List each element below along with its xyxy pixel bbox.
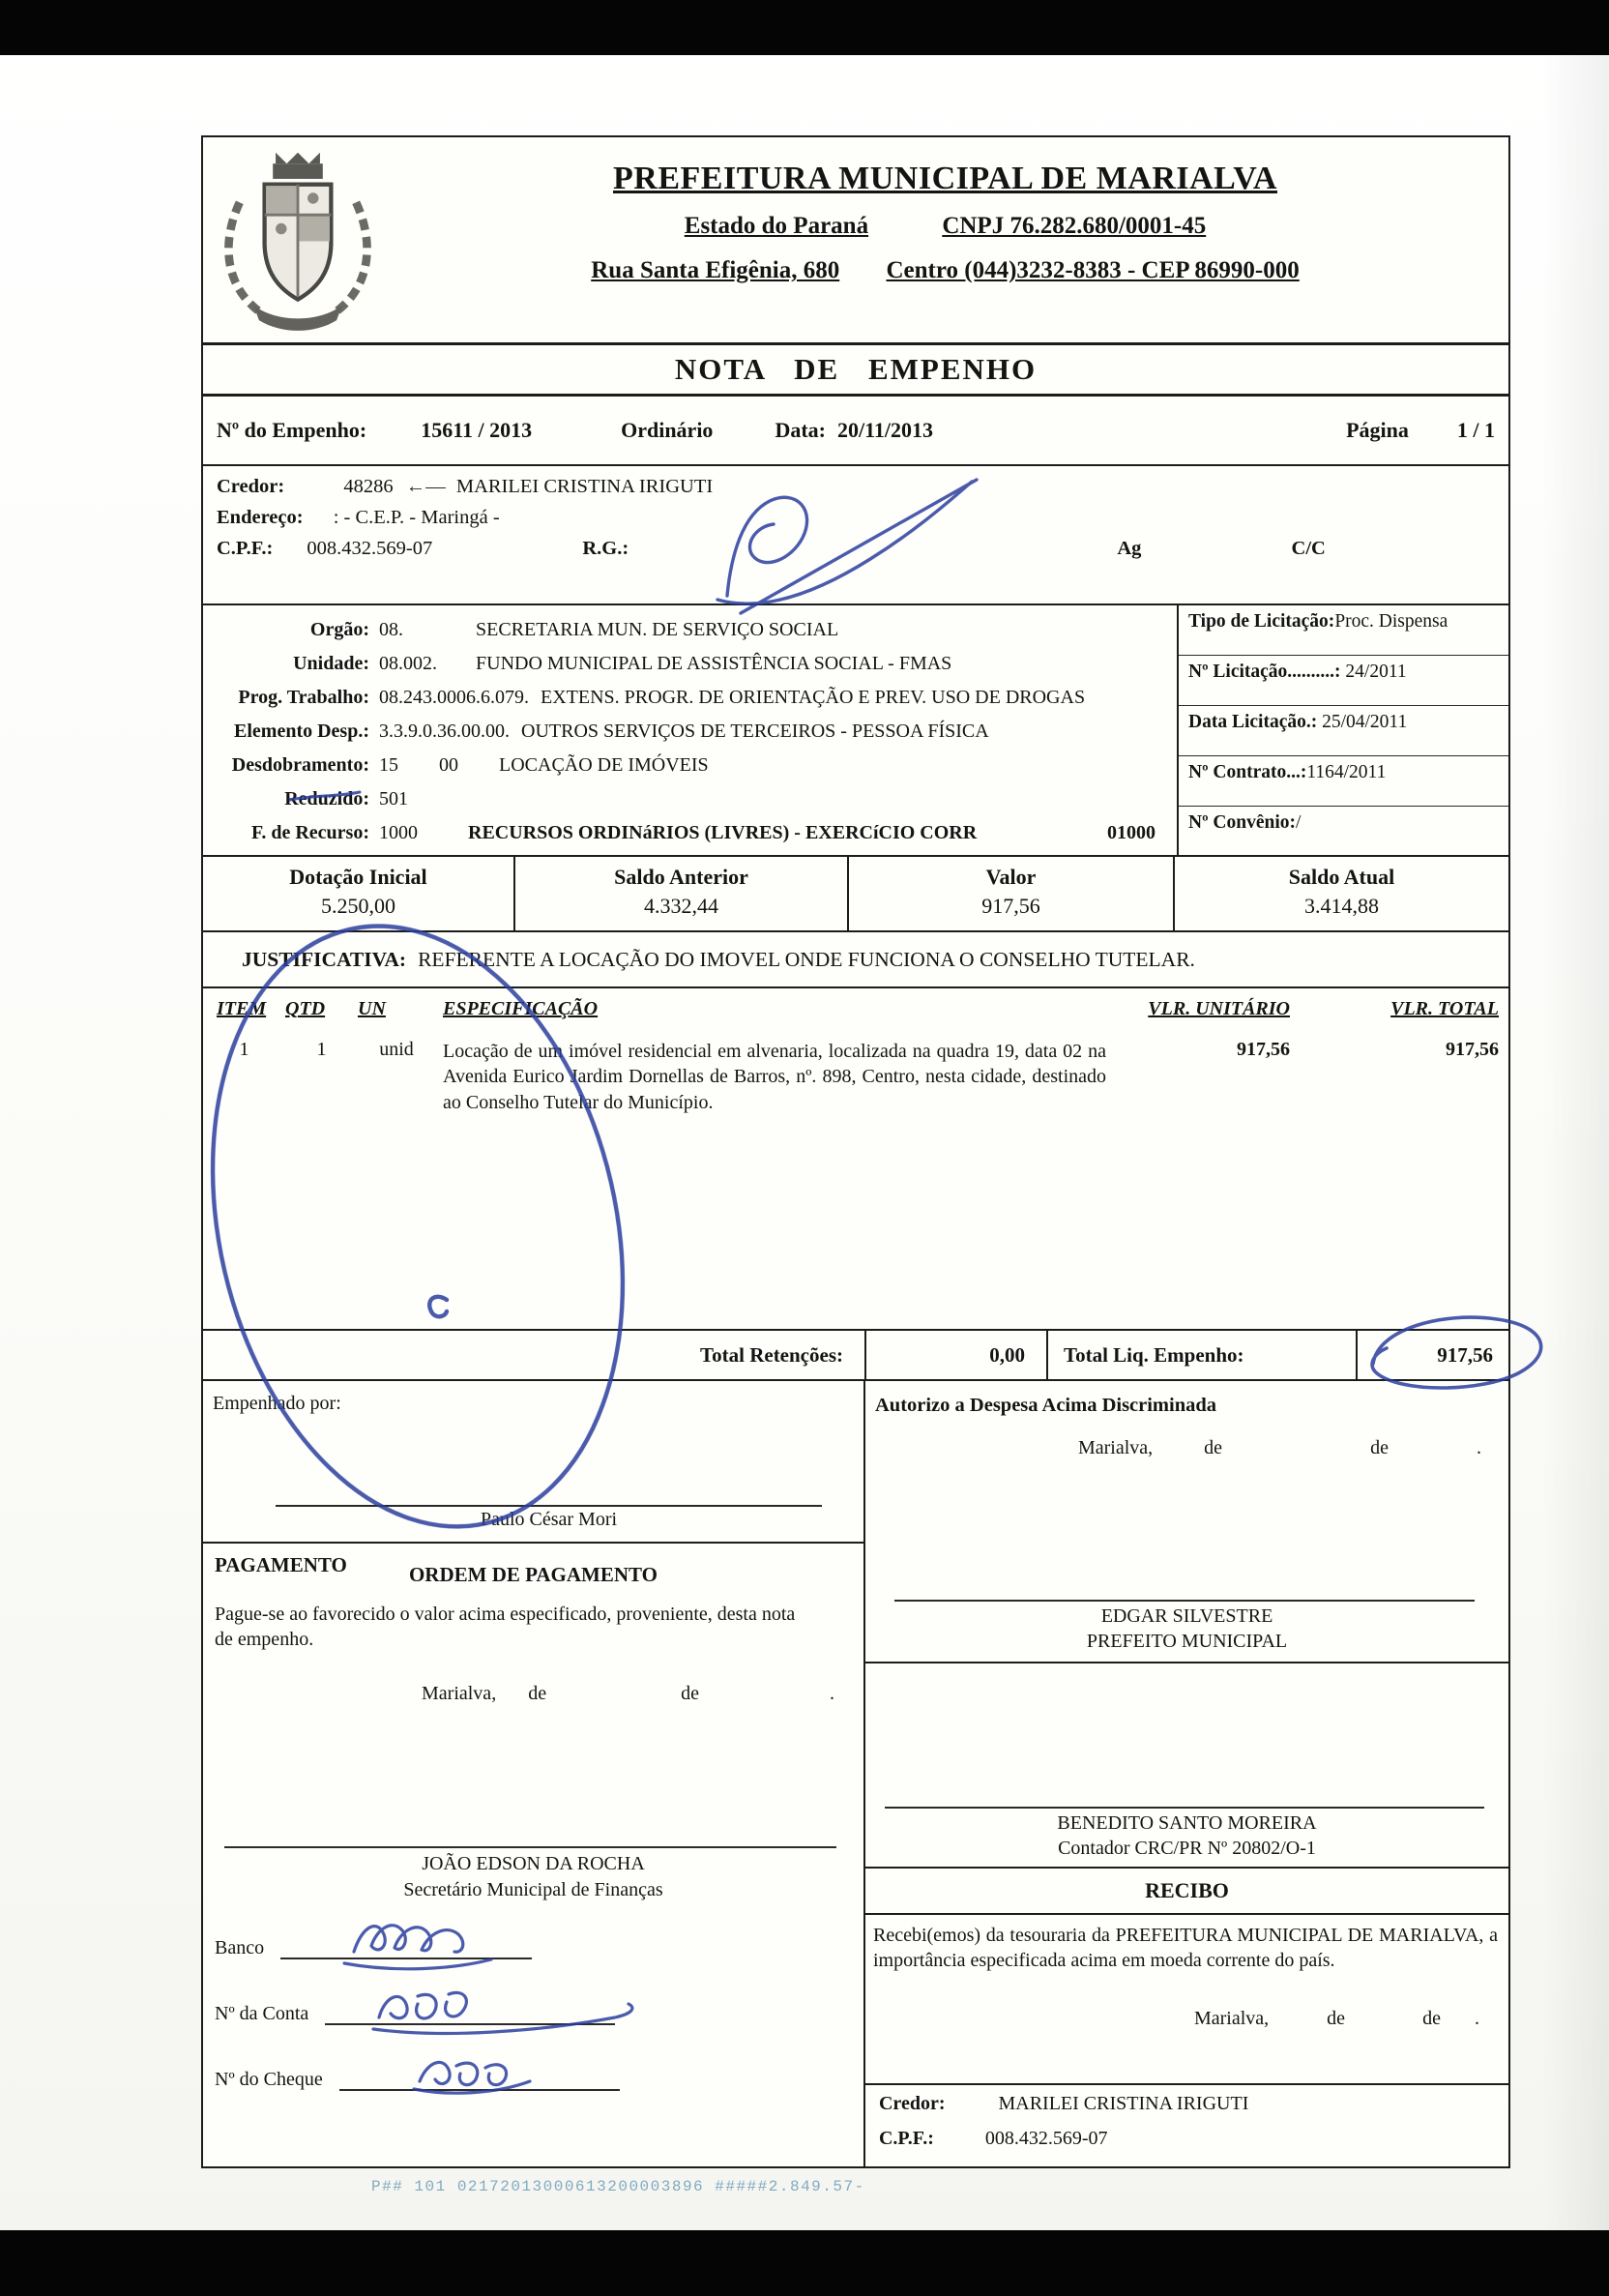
contador-title: Contador CRC/PR Nº 20802/O-1 xyxy=(1058,1838,1316,1859)
justification-text: REFERENTE A LOCAÇÃO DO IMOVEL ONDE FUNCIONA O CONSELHO TUTELAR. xyxy=(418,947,1195,971)
orgao-row xyxy=(203,613,1177,647)
pagamento-label: PAGAMENTO xyxy=(215,1553,347,1576)
recibo-text: Recebi(emos) da tesouraria da PREFEITURA MUNICIPAL DE MARIALVA, a importância especificada acima em moeda corrente do país. xyxy=(872,1925,1498,1971)
total-liq-label: Total Liq. Empenho: xyxy=(1048,1331,1358,1379)
convenio-label: Nº Convênio: xyxy=(1188,812,1296,833)
dotacao-cell xyxy=(203,857,515,930)
licitacao-num-label: Nº Licitação..........: xyxy=(1188,662,1341,682)
recibo-cpf-row xyxy=(879,2128,1108,2150)
prefeito-name: EDGAR SILVESTRE xyxy=(1100,1605,1273,1627)
page-label: Página xyxy=(1346,418,1409,442)
recurso-row xyxy=(203,816,1177,850)
licitacao-data-label: Data Licitação.: xyxy=(1188,712,1318,732)
prog-code: 08.243.0006.6.079. xyxy=(379,687,529,708)
prog-desc: EXTENS. PROGR. DE ORIENTAÇÃO E PREV. USO DE DROGAS xyxy=(541,687,1086,708)
totals-row xyxy=(203,1329,1508,1381)
elemento-desc: OUTROS SERVIÇOS DE TERCEIROS - PESSOA FÍSICA xyxy=(521,721,989,742)
scan-black-bar-top xyxy=(0,0,1609,55)
valor-cell xyxy=(849,857,1175,930)
creditor-code: 48286 xyxy=(343,476,394,497)
total-retencoes-label: Total Retenções: xyxy=(203,1331,866,1379)
creditor-row xyxy=(217,476,1495,498)
left-divider xyxy=(203,1542,863,1544)
desdobramento-label: Desdobramento: xyxy=(231,754,369,776)
unidade-row xyxy=(203,647,1177,681)
state-label: Estado do Paraná xyxy=(684,213,869,239)
dotacao-value: 5.250,00 xyxy=(321,894,395,918)
left-signature-column xyxy=(203,1381,865,2166)
saldo-anterior-value: 4.332,44 xyxy=(644,894,718,918)
period-mark: . xyxy=(1474,2008,1479,2029)
conta-row xyxy=(215,2000,615,2025)
reduzido-value: 501 xyxy=(379,788,408,809)
cpf-label: C.P.F.: xyxy=(217,538,274,559)
total-liq-value: 917,56 xyxy=(1437,1342,1493,1367)
recurso-code: 1000 xyxy=(379,822,418,843)
saldo-atual-cell xyxy=(1175,857,1508,930)
licitacao-tipo-value: Proc. Dispensa xyxy=(1334,611,1448,632)
period-mark: . xyxy=(829,1683,834,1704)
justification-label: JUSTIFICATIVA: xyxy=(242,947,407,971)
valor-label: Valor xyxy=(985,865,1037,889)
secretario-name: JOÃO EDSON DA ROCHA xyxy=(422,1853,645,1874)
banco-blank-line xyxy=(280,1934,532,1959)
scan-black-bar-bottom xyxy=(0,2230,1609,2296)
empenho-type: Ordinário xyxy=(621,418,714,442)
right-divider-1 xyxy=(865,1662,1508,1663)
autorizo-label: Autorizo a Despesa Acima Discriminada xyxy=(874,1395,1217,1416)
page-edge-shadow xyxy=(1541,55,1609,2230)
recibo-title: RECIBO xyxy=(1145,1878,1229,1902)
col-espec-header: ESPECIFICAÇÃO xyxy=(443,997,599,1019)
header-text-block xyxy=(392,137,1499,284)
convenio-value: / xyxy=(1295,812,1302,833)
item-number: 1 xyxy=(239,1039,249,1060)
contador-name: BENEDITO SANTO MOREIRA xyxy=(1057,1812,1317,1834)
unidade-desc: FUNDO MUNICIPAL DE ASSISTÊNCIA SOCIAL - FMAS xyxy=(476,653,952,674)
item-total-value: 917,56 xyxy=(1446,1039,1499,1060)
col-qtd-header: QTD xyxy=(285,997,326,1019)
recurso-code2: 01000 xyxy=(1107,822,1156,843)
col-vlr-total-header: VLR. TOTAL xyxy=(1390,997,1499,1019)
justification-row xyxy=(203,932,1508,988)
municipality-title: PREFEITURA MUNICIPAL DE MARIALVA xyxy=(613,161,1277,196)
recibo-credor-name: MARILEI CRISTINA IRIGUTI xyxy=(998,2093,1249,2114)
reduzido-label: Reduzido: xyxy=(284,788,369,809)
saldo-atual-value: 3.414,88 xyxy=(1304,894,1379,918)
contrato-cell xyxy=(1179,756,1508,807)
desdobramento-code2: 00 xyxy=(439,754,458,776)
licitacao-data-cell xyxy=(1179,706,1508,756)
cheque-blank-line xyxy=(339,2066,620,2091)
address-street: Rua Santa Efigênia, 680 xyxy=(591,257,840,283)
saldo-atual-label: Saldo Atual xyxy=(1288,865,1395,889)
dotacao-label: Dotação Inicial xyxy=(289,865,427,889)
page-value: 1 / 1 xyxy=(1456,418,1495,442)
left-date-line xyxy=(203,1683,863,1705)
address-row xyxy=(217,507,1495,529)
recurso-label: F. de Recurso: xyxy=(250,822,369,843)
city-label: Marialva, xyxy=(422,1683,497,1704)
saldo-anterior-cell xyxy=(515,857,849,930)
cpf-value: 008.432.569-07 xyxy=(307,538,433,559)
budget-section xyxy=(203,605,1508,857)
contrato-label: Nº Contrato...: xyxy=(1188,762,1307,782)
recibo-cpf-label: C.P.F.: xyxy=(878,2128,934,2149)
de-label: de xyxy=(1422,2008,1441,2029)
balances-row xyxy=(203,857,1508,932)
recibo-cpf-value: 008.432.569-07 xyxy=(984,2128,1108,2149)
elemento-label: Elemento Desp.: xyxy=(234,721,369,742)
period-mark: . xyxy=(1476,1437,1481,1458)
licitacao-num-cell xyxy=(1179,656,1508,706)
empenhado-signer-name: Paulo César Mori xyxy=(480,1509,618,1530)
empenho-number-value: 15611 / 2013 xyxy=(421,418,533,442)
col-item-header: ITEM xyxy=(217,997,267,1019)
document-title: NOTA DE EMPENHO xyxy=(674,352,1038,386)
item-qty: 1 xyxy=(316,1039,327,1060)
nota-de-empenho-form xyxy=(201,135,1510,2168)
conta-blank-line xyxy=(325,2000,615,2025)
right-divider-2 xyxy=(865,2083,1508,2085)
licitacao-num-value: 24/2011 xyxy=(1345,662,1407,682)
ordem-pagamento-label: ORDEM DE PAGAMENTO xyxy=(408,1563,658,1586)
document-title-bar xyxy=(203,342,1508,397)
empenhado-signature-line xyxy=(276,1505,822,1507)
recibo-date-line xyxy=(865,2008,1508,2030)
de-label: de xyxy=(681,1683,699,1704)
empenho-date-value: 20/11/2013 xyxy=(836,418,933,442)
recibo-credor-label: Credor: xyxy=(878,2093,946,2114)
empenho-date-label: Data: xyxy=(775,418,826,442)
reduzido-row xyxy=(203,782,1177,816)
address-rest: Centro (044)3232-8383 - CEP 86990-000 xyxy=(886,257,1300,283)
elemento-row xyxy=(203,715,1177,749)
licitacao-tipo-cell xyxy=(1179,605,1508,656)
orgao-code: 08. xyxy=(379,619,403,640)
total-retencoes-value: 0,00 xyxy=(866,1331,1048,1379)
valor-value: 917,56 xyxy=(981,894,1040,918)
licitacao-data-value: 25/04/2011 xyxy=(1322,712,1408,732)
de-label: de xyxy=(1327,2008,1346,2029)
cpf-row xyxy=(217,538,1495,560)
prefeito-signature-line xyxy=(894,1600,1475,1602)
table-row xyxy=(203,1029,1508,1115)
col-un-header: UN xyxy=(358,997,386,1019)
secretario-signature-line xyxy=(224,1846,836,1848)
creditor-name: MARILEI CRISTINA IRIGUTI xyxy=(455,476,714,497)
licitacao-column xyxy=(1177,605,1508,855)
orgao-desc: SECRETARIA MUN. DE SERVIÇO SOCIAL xyxy=(476,619,839,640)
de-label: de xyxy=(1204,1437,1223,1458)
licitacao-tipo-label: Tipo de Licitação: xyxy=(1188,611,1335,632)
banco-row xyxy=(215,1934,532,1959)
banco-label: Banco xyxy=(215,1937,265,1958)
orgao-label: Orgão: xyxy=(309,619,369,640)
empenho-info-row xyxy=(203,397,1508,466)
ordem-pagamento-text: Pague-se ao favorecido o valor acima especificado, proveniente, desta nota de empenho. xyxy=(215,1604,796,1651)
item-unit-value: 917,56 xyxy=(1237,1039,1290,1060)
address-value: : - C.E.P. - Maringá - xyxy=(333,507,500,528)
cheque-row xyxy=(215,2066,620,2091)
recurso-desc: RECURSOS ORDINáRIOS (LIVRES) - EXERCíCIO CORR xyxy=(468,822,978,843)
creditor-arrow-mark: ←— xyxy=(405,476,446,497)
desdobramento-row xyxy=(203,749,1177,782)
prefeito-title: PREFEITO MUNICIPAL xyxy=(1086,1631,1288,1652)
account-label: C/C xyxy=(1291,538,1326,559)
de-label: de xyxy=(528,1683,547,1704)
elemento-code: 3.3.9.0.36.00.00. xyxy=(379,721,510,742)
desdobramento-desc: LOCAÇÃO DE IMÓVEIS xyxy=(499,754,709,776)
convenio-cell xyxy=(1179,807,1508,857)
saldo-anterior-label: Saldo Anterior xyxy=(614,865,748,889)
col-vlr-unit-header: VLR. UNITÁRIO xyxy=(1148,997,1290,1019)
empenhado-por-label: Empenhado por: xyxy=(213,1393,341,1414)
recibo-header xyxy=(865,1867,1508,1915)
creditor-label: Credor: xyxy=(217,476,285,497)
rg-label: R.G.: xyxy=(582,538,629,559)
document-header xyxy=(203,137,1508,342)
prog-label: Prog. Trabalho: xyxy=(238,687,369,708)
secretario-title: Secretário Municipal de Finanças xyxy=(403,1879,663,1900)
recibo-credor-row xyxy=(879,2093,1248,2115)
autorizo-date-line xyxy=(865,1437,1508,1459)
conta-label: Nº da Conta xyxy=(215,2003,309,2024)
prog-trabalho-row xyxy=(203,681,1177,715)
creditor-section xyxy=(203,466,1508,605)
contador-signature-line xyxy=(885,1807,1484,1809)
cnpj-value: CNPJ 76.282.680/0001-45 xyxy=(942,213,1207,239)
item-unit: unid xyxy=(379,1039,414,1060)
municipal-crest-logo xyxy=(215,143,381,337)
empenho-number-label: Nº do Empenho: xyxy=(217,418,367,442)
budget-left-column xyxy=(203,605,1177,855)
agency-label: Ag xyxy=(1117,538,1142,559)
cheque-label: Nº do Cheque xyxy=(215,2069,323,2090)
desdobramento-code: 15 xyxy=(379,754,398,776)
machine-print-text: P## 101 02172013000613200003896 #####2.849.57- xyxy=(371,2178,865,2195)
signatures-area xyxy=(203,1381,1508,2166)
unidade-label: Unidade: xyxy=(293,653,369,674)
item-description: Locação de um imóvel residencial em alvenaria, localizada na quadra 19, data 02 na Avenida Eurico Jardim Dornellas de Barros, nº. 898, Centro, nesta cidade, destinado ao Conselho Tutelar do Município. xyxy=(443,1041,1106,1113)
items-table-body xyxy=(203,1029,1508,1329)
address-label: Endereço: xyxy=(217,507,304,528)
de-label: de xyxy=(1370,1437,1389,1458)
contrato-value: 1164/2011 xyxy=(1306,762,1387,782)
city-label: Marialva, xyxy=(1077,1437,1154,1458)
state-cnpj-line xyxy=(392,213,1499,240)
items-table-header xyxy=(203,988,1508,1029)
address-line xyxy=(392,257,1499,284)
right-signature-column xyxy=(865,1381,1508,2166)
city-label: Marialva, xyxy=(1193,2008,1270,2029)
unidade-code: 08.002. xyxy=(379,653,437,674)
